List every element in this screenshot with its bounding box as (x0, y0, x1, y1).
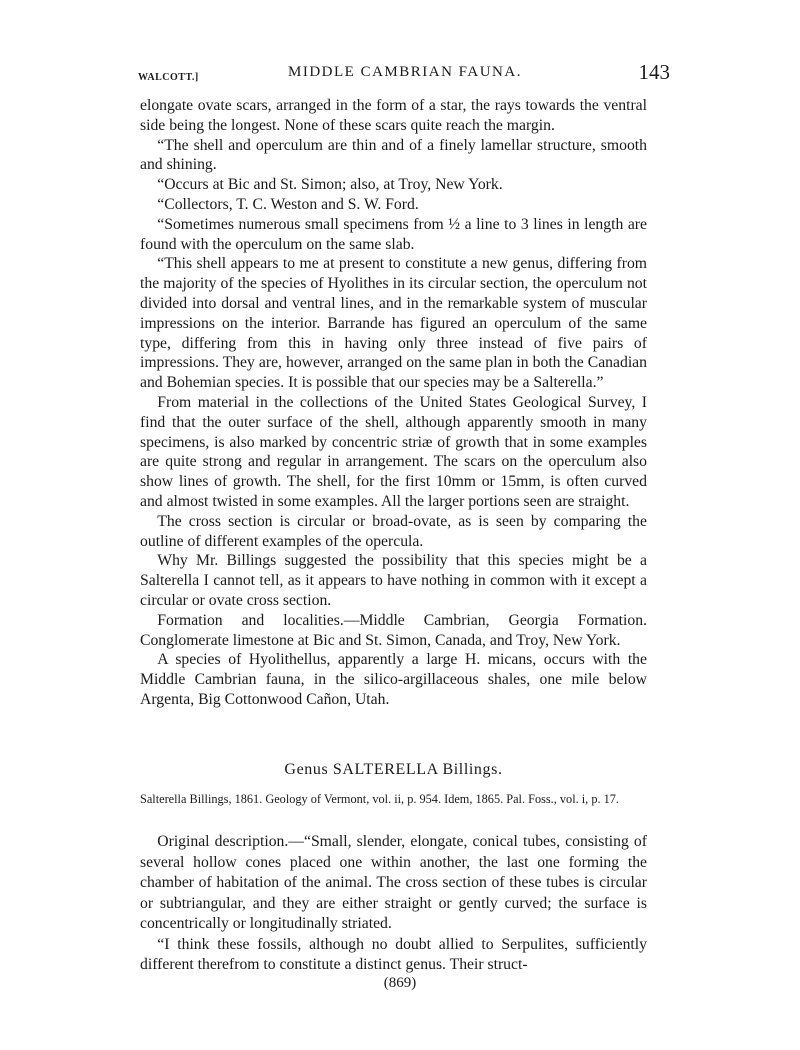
footer-page-number: (869) (383, 975, 417, 991)
section-heading: Genus SALTERELLA Billings. (284, 761, 503, 778)
synonymy-citation: Salterella Billings, 1861. Geology of Vermont, vol. ii, p. 954. Idem, 1865. Pal. Foss., vol. i, p. 17. (140, 792, 619, 806)
paragraph: A species of Hyolithellus, apparently a large H. micans, occurs with the Middle Cambrian fauna, in the silico-argillaceous shales, one mile below Argenta, Big Cottonwood Cañon, Utah. (140, 651, 647, 708)
body-text-continued (140, 832, 647, 976)
page-number: 143 (638, 60, 670, 84)
paragraph: “Collectors, T. C. Weston and S. W. Ford. (157, 195, 419, 213)
paragraph: Why Mr. Billings suggested the possibility that this species might be a Salterella I cannot tell, as it appears to have nothing in common with it except a circular or ovate cross section. (140, 552, 647, 609)
paragraph: Formation and localities.—Middle Cambrian, Georgia Formation. Conglomerate limestone at Bic and St. Simon, Canada, and Troy, New York. (140, 611, 647, 649)
paragraph: From material in the collections of the United States Geological Survey, I find that the outer surface of the shell, although apparently smooth in many specimens, is also marked by concentric striæ of growth that in some examples are quite strong and regular in arrangement. The scars on the operculum also show lines of growth. The shell, for the first 10mm or 15mm, is often curved and almost twisted in some examples. All the larger portions seen are straight. (140, 393, 647, 510)
author-tag: WALCOTT.] (138, 72, 199, 83)
paragraph: “I think these fossils, although no doubt allied to Serpulites, sufficiently different therefrom to constitute a distinct genus. Their struct- (140, 935, 647, 973)
running-head (138, 60, 670, 86)
running-title: MIDDLE CAMBRIAN FAUNA. (288, 64, 522, 80)
paragraph: Original description.—“Small, slender, elongate, conical tubes, consisting of several hollow cones placed one within another, the last one forming the chamber of habitation of the animal. The cross section of these tubes is circular or subtriangular, and they are either straight or gently curved; the surface is concentrically or longitudinally striated. (140, 833, 647, 932)
paragraph: elongate ovate scars, arranged in the form of a star, the rays towards the ventral side being the longest. None of these scars quite reach the margin. (140, 97, 647, 134)
paragraph: “Sometimes numerous small specimens from ½ a line to 3 lines in length are found with the operculum on the same slab. (140, 215, 647, 253)
paragraph: The cross section is circular or broad-ovate, as is seen by comparing the outline of different examples of the opercula. (140, 512, 647, 550)
paragraph: “The shell and operculum are thin and of a finely lamellar structure, smooth and shining. (140, 136, 647, 174)
paragraph: “This shell appears to me at present to constitute a new genus, differing from the majority of the species of Hyolithes in its circular section, the operculum not divided into dorsal and ventral lines, and in the remarkable system of muscular impressions on the interior. Barrande has figured an operculum of the same type, differing from this in having only three instead of five pairs of impressions. They are, however, arranged on the same plan in both the Canadian and Bohemian species. It is possible that our species may be a Salterella.” (140, 255, 647, 392)
body-text (140, 96, 647, 710)
paragraph: “Occurs at Bic and St. Simon; also, at Troy, New York. (157, 176, 503, 194)
